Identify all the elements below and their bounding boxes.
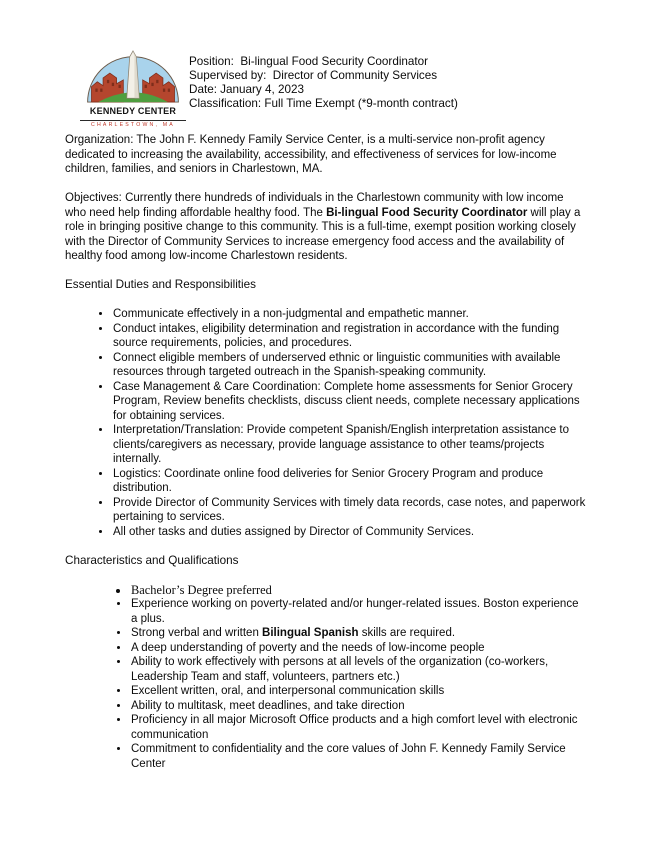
- objectives-bold-phrase: Bi-lingual Food Security Coordinator: [326, 206, 528, 219]
- header: [65, 48, 587, 128]
- date-line: Date: January 4, 2023: [189, 83, 305, 96]
- qualification-item: • A deep understanding of poverty and the needs of low-income people: [130, 641, 587, 656]
- duty-item: • Case Management & Care Coordination: Complete home assessments for Senior Grocery Program, Review benefits checklists, discuss client needs, complete necessary applications for obtaining services.: [112, 380, 587, 424]
- bunker-hill-monument-icon: [83, 48, 183, 104]
- qualifications-list: [65, 583, 587, 772]
- duty-item: • Connect eligible members of underserved ethnic or linguistic communities with available resources through targeted outreach in the Spanish-speaking community.: [112, 351, 587, 380]
- position-line: Position: Bi-lingual Food Security Coordinator: [189, 55, 429, 68]
- supervised-by-line: Supervised by: Director of Community Services: [189, 69, 438, 82]
- classification-line: Classification: Full Time Exempt (*9-month contract): [189, 97, 458, 110]
- duty-item: • Interpretation/Translation: Provide competent Spanish/English interpretation assistance to clients/caregivers as necessary, provide language assistance to other teams/projects internally.: [112, 423, 587, 467]
- qualification-text-post: skills are required.: [358, 627, 456, 639]
- qualification-text-pre: Strong verbal and written: [131, 627, 263, 639]
- qualifications-heading: Characteristics and Qualifications: [65, 553, 239, 567]
- logo-title: KENNEDY CENTER: [80, 104, 186, 121]
- duty-item: • All other tasks and duties assigned by Director of Community Services.: [112, 525, 587, 540]
- logo-subtitle: CHARLESTOWN, MA: [91, 122, 175, 128]
- duty-item: • Communicate effectively in a non-judgmental and empathetic manner.: [112, 307, 587, 322]
- qualification-bold-phrase: Bilingual Spanish: [262, 627, 359, 639]
- qualification-item: [130, 626, 587, 641]
- duty-item: • Conduct intakes, eligibility determination and registration in accordance with the funding source requirements, policies, and procedures.: [112, 322, 587, 351]
- objectives-paragraph: [65, 191, 587, 264]
- qualification-item: • Ability to multitask, meet deadlines, and take direction: [130, 699, 587, 714]
- qualification-item: • Bachelor’s Degree preferred: [130, 583, 587, 598]
- objectives-text-pre: Objectives: Currently there hundreds of individuals in the Charlestown community with low income who need help finding affordable healthy food. The: [65, 192, 564, 219]
- qualification-item: • Excellent written, oral, and interpersonal communication skills: [130, 684, 587, 699]
- qualification-item: • Experience working on poverty-related and/or hunger-related issues. Boston experience a plus.: [130, 597, 587, 626]
- qualification-item: • Proficiency in all major Microsoft Office products and a high comfort level with electronic communication: [130, 713, 587, 742]
- duty-item: • Provide Director of Community Services with timely data records, case notes, and paperwork pertaining to services.: [112, 496, 587, 525]
- duty-item: • Logistics: Coordinate online food deliveries for Senior Grocery Program and produce distribution.: [112, 467, 587, 496]
- duties-heading: Essential Duties and Responsibilities: [65, 278, 256, 291]
- qualification-item: • Commitment to confidentiality and the core values of John F. Kennedy Family Service Center: [130, 742, 587, 771]
- duties-list: [65, 307, 587, 539]
- objectives-text-post: will play a role in bringing positive change to this community. This is a full-time, exempt position working closely with the Director of Community Services to increase emergency food access and the availability of healthy food among low-income Charlestown residents.: [65, 206, 581, 262]
- org-logo: [80, 48, 186, 128]
- organization-paragraph: Organization: The John F. Kennedy Family Service Center, is a multi-service non-profit agency dedicated to increasing the availability, accessibility, and effectiveness of services for low-income children, families, and seniors in Charlestown, MA.: [65, 134, 557, 175]
- header-meta: [189, 48, 458, 111]
- qualification-item: • Ability to work effectively with persons at all levels of the organization (co-workers, Leadership Team and staff, volunteers, partners etc.): [130, 655, 587, 684]
